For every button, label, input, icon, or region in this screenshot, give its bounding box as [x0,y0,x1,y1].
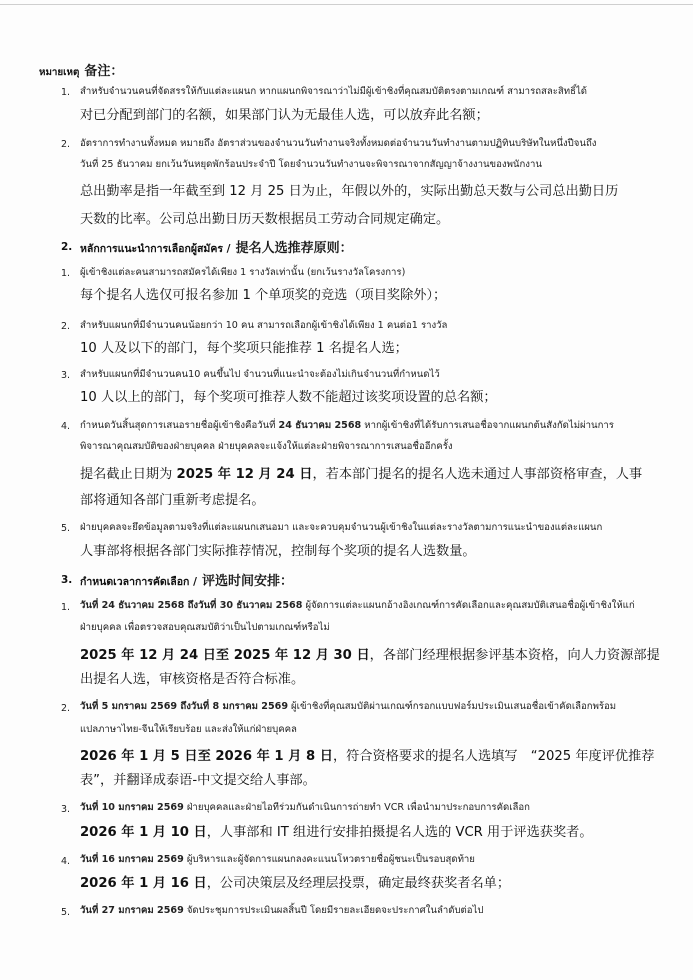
s3-item-1-cn-line1 [80,647,660,664]
section-3-heading-cn: 评选时间安排： [202,574,294,589]
note-number: 1. [61,87,71,98]
s3-item-5-th [80,904,483,917]
note-1-cn: 对已分配到部门的名额，如果部门认为无最佳人选，可以放弃此名额； [80,108,489,123]
item-number: 5. [61,907,71,918]
s3-item-2-cn-line2: 表”，并翻译成泰语-中文提交给人事部。 [80,773,316,788]
s3-item-4-th [80,853,475,866]
s3-item-1-cn-line2: 出提名人选，审核资格是否符合标准。 [80,672,305,687]
note-1-th: สำหรับจำนวนคนที่จัดสรรให้กับแต่ละแผนก หากแผนกพิจารณาว่าไม่มีผู้เข้าชิงที่คุณสมบัติตรงตามเกณฑ์ สามารถสละสิทธิ์ได้ [80,86,588,97]
s3-item-1-th-line1 [80,599,635,612]
s3-item-1-th-text: ผู้จัดการแต่ละแผนกอ้างอิงเกณฑ์การคัดเลือกและคุณสมบัติเสนอชื่อผู้เข้าชิงให้แก่ [302,600,635,611]
s3-item-2-th-line2: แปลภาษาไทย-จีนให้เรียบร้อย และส่งให้แก่ฝ่ายบุคคล [80,724,297,735]
s3-item-3-th [80,801,530,814]
notes-heading-th: หมายเหตุ [39,67,80,78]
s2-item-4-cn-line2: 部将通知各部门重新考虑提名。 [80,493,265,508]
item-number: 4. [61,421,71,432]
s2-item-2-th: สำหรับแผนกที่มีจำนวนคนน้อยกว่า 10 คน สามารถเลือกผู้เข้าชิงได้เพียง 1 คนต่อ1 รางวัล [80,320,448,331]
item-number: 3. [61,370,71,381]
item-number: 5. [61,523,71,534]
notes-heading-cn: 备注： [84,64,124,79]
s3-item-3-cn-text: ，人事部和 IT 组进行安排拍摄提名人选的 VCR 用于评选获奖者。 [206,825,593,840]
s2-item-5-cn: 人事部将根据各部门实际推荐情况，控制每个奖项的提名人选数量。 [80,544,476,559]
section-2-heading-cn: 提名人选推荐原则： [235,241,353,256]
section-number: 2. [61,241,73,253]
s2-item-1-th: ผู้เข้าชิงแต่ละคนสามารถสมัครได้เพียง 1 รางวัลเท่านั้น (ยกเว้นรางวัลโครงการ) [80,267,406,278]
s3-item-2-th-text: ผู้เข้าชิงที่คุณสมบัติผ่านเกณฑ์กรอกแบบฟอร์มประเมินเสนอชื่อเข้าคัดเลือกพร้อม [288,701,617,712]
s3-item-1-th-date: วันที่ 24 ธันวาคม 2568 ถึงวันที่ 30 ธันวาคม 2568 [80,600,303,611]
s3-item-4-cn-date: 2026 年 1 月 16 日 [80,876,207,891]
s2-item-5-th: ฝ่ายบุคคลจะยึดข้อมูลตามจริงที่แต่ละแผนกเสนอมา และจะควบคุมจำนวนผู้เข้าชิงในแต่ละรางวัลตามการแนะนำของแต่ละแผนก [80,522,603,533]
note-2-th-line2: วันที่ 25 ธันวาคม ยกเว้นวันหยุดพักร้อนประจำปี โดยจำนวนวันทำงานจะพิจารณาจากสัญญาจ้างงานของพนักงาน [80,159,542,170]
s2-item-4-th-c: หากผู้เข้าชิงที่ได้รับการเสนอชื่อจากแผนกต้นสังกัดไม่ผ่านการ [361,420,614,431]
scan-edge-line [0,4,693,5]
s3-item-4-cn [80,875,510,892]
note-number: 2. [61,139,71,150]
item-number: 1. [61,602,71,613]
s3-item-5-th-text: จัดประชุมการประเมินผลสิ้นปี โดยมีรายละเอียดจะประกาศในลำดับต่อไป [183,905,484,916]
item-number: 4. [61,856,71,867]
s2-item-4-cn-c: ，若本部门提名的提名人选未通过人事部资格审查，人事 [312,467,643,482]
s2-item-3-cn: 10 人以上的部门，每个奖项可推荐人数不能超过该奖项设置的总名额； [80,390,497,405]
s3-item-2-th-line1 [80,700,616,713]
s3-item-2-cn-text: ，符合资格要求的提名人选填写 “2025 年度评优推荐 [332,749,655,764]
s3-item-5-th-date: วันที่ 27 มกราคม 2569 [80,905,184,916]
s2-item-4-th-line2: พิจารณาคุณสมบัติของฝ่ายบุคคล ฝ่ายบุคคลจะแจ้งให้แต่ละฝ่ายพิจารณาการเสนอชื่ออีกครั้ง [80,441,453,452]
note-2-cn-line2: 天数的比率。公司总出勤日历天数根据员工劳动合同规定确定。 [80,212,450,227]
s3-item-2-cn-date: 2026 年 1 月 5 日至 2026 年 1 月 8 日 [80,749,333,764]
s2-item-1-cn: 每个提名人选仅可报名参加 1 个单项奖的竞选（项目奖除外）； [80,288,447,303]
note-2-th-line1: อัตราการทำงานทั้งหมด หมายถึง อัตราส่วนของจำนวนวันทำงานจริงทั้งหมดต่อจำนวนวันทำงานตามปฏิทินบริษัทในหนึ่งปีจนถึง [80,138,597,149]
s3-item-3-cn [80,824,593,841]
item-number: 2. [61,703,71,714]
s2-item-4-cn-line1 [80,466,642,483]
s3-item-4-th-text: ผู้บริหารและผู้จัดการแผนกลงคะแนนโหวตรายชื่อผู้ชนะเป็นรอบสุดท้าย [183,854,475,865]
section-3-heading-th: กำหนดเวลาการคัดเลือก / [80,576,197,588]
item-number: 3. [61,804,71,815]
s3-item-3-th-text: ฝ่ายบุคคลและฝ่ายไอทีร่วมกันดำเนินการถ่ายทำ VCR เพื่อนำมาประกอบการคัดเลือก [183,802,530,813]
s2-item-4-th-line1 [80,419,614,432]
item-number: 1. [61,268,71,279]
section-3-heading [80,570,293,590]
s2-item-4-th-deadline: 24 ธันวาคม 2568 [278,420,362,431]
s2-item-4-cn-deadline: 2025 年 12 月 24 日 [176,467,313,482]
section-number: 3. [61,574,73,586]
note-2-cn-line1: 总出勤率是指一年截至到 12 月 25 日为止，年假以外的，实际出勤总天数与公司总出勤日历 [80,184,619,199]
s3-item-4-th-date: วันที่ 16 มกราคม 2569 [80,854,184,865]
s2-item-2-cn: 10 人及以下的部门，每个奖项只能推荐 1 名提名人选； [80,341,408,356]
section-2-heading-th: หลักการแนะนำการเลือกผู้สมัคร / [80,243,231,255]
s3-item-4-cn-text: ，公司决策层及经理层投票，确定最终获奖者名单； [206,876,511,891]
notes-heading [39,60,123,80]
s3-item-2-cn-line1 [80,748,654,765]
s2-item-4-cn-a: 提名截止日期为 [80,467,177,482]
item-number: 2. [61,321,71,332]
s3-item-1-th-line2: ฝ่ายบุคคล เพื่อตรวจสอบคุณสมบัติว่าเป็นไปตามเกณฑ์หรือไม่ [80,622,330,633]
s3-item-1-cn-text: ，各部门经理根据参评基本资格，向人力资源部提 [369,648,660,663]
s3-item-2-th-date: วันที่ 5 มกราคม 2569 ถึงวันที่ 8 มกราคม 2569 [80,701,288,712]
s2-item-4-th-a: กำหนดวันสิ้นสุดการเสนอรายชื่อผู้เข้าชิงคือวันที่ [80,420,279,431]
s2-item-3-th: สำหรับแผนกที่มีจำนวนคน10 คนขึ้นไป จำนวนที่แนะนำจะต้องไม่เกินจำนวนที่กำหนดไว้ [80,369,440,380]
section-2-heading [80,237,353,257]
s3-item-3-cn-date: 2026 年 1 月 10 日 [80,825,207,840]
s3-item-3-th-date: วันที่ 10 มกราคม 2569 [80,802,184,813]
s3-item-1-cn-date: 2025 年 12 月 24 日至 2025 年 12 月 30 日 [80,648,370,663]
